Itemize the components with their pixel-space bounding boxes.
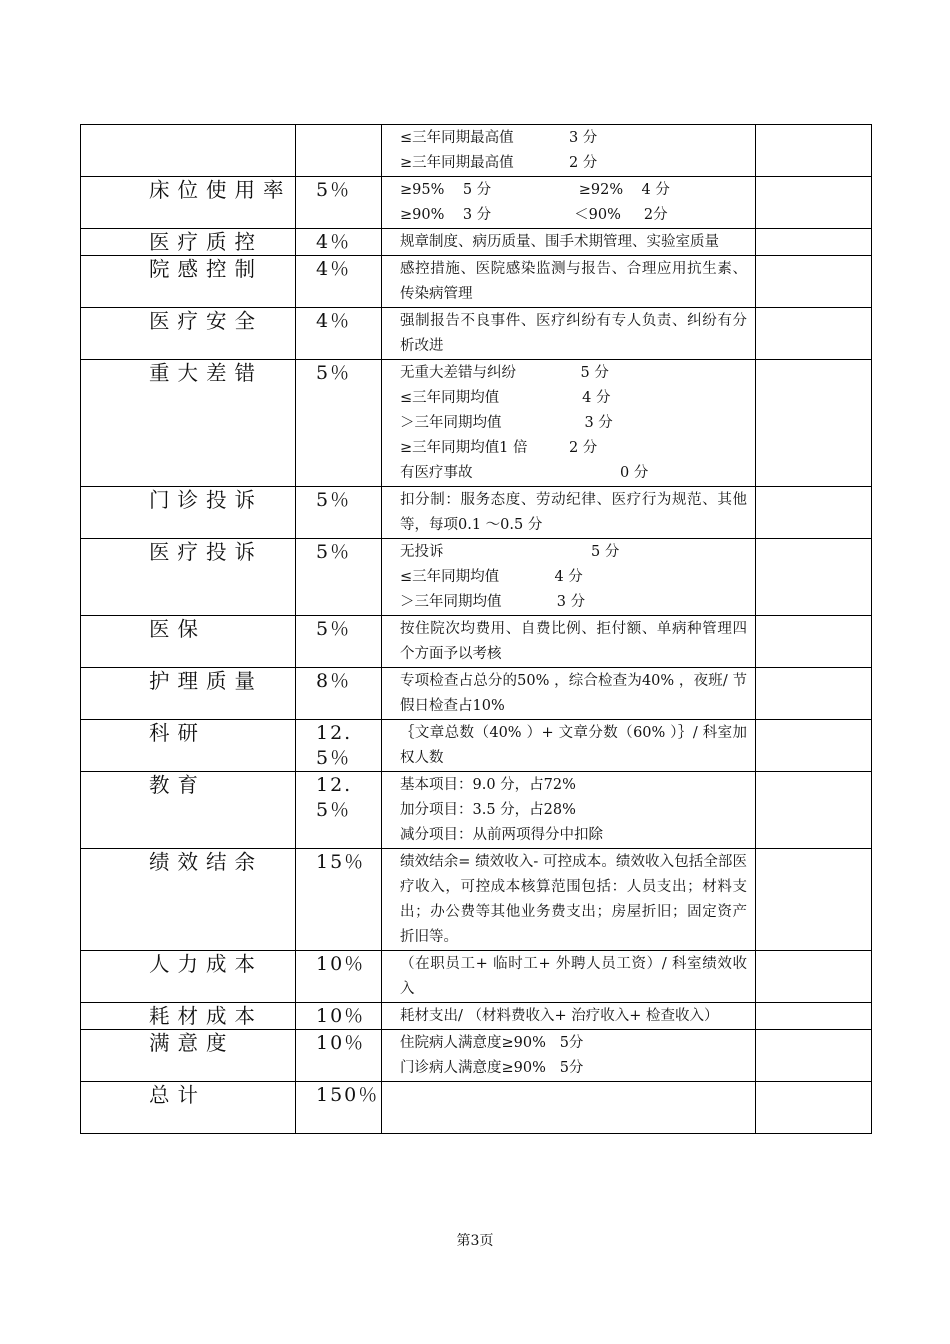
standard-line: ≥三年同期最高值 2 分 xyxy=(400,155,598,171)
standard-text: ｛文章总数（40% ）+ 文章分数（60% ）｝/ 科室加权人数 xyxy=(400,725,747,766)
blank-cell xyxy=(756,951,872,1003)
indicator-weight: 5％ xyxy=(296,539,382,616)
indicator-name: 医疗投诉 xyxy=(81,539,296,616)
blank-cell xyxy=(756,360,872,487)
indicator-name: 教育 xyxy=(81,772,296,849)
indicator-name: 耗材成本 xyxy=(81,1003,296,1030)
table-row xyxy=(81,772,872,849)
scoring-standard xyxy=(382,539,756,616)
indicator-name: 护理质量 xyxy=(81,668,296,720)
indicator-name: 院感控制 xyxy=(81,256,296,308)
table-row xyxy=(81,720,872,772)
indicator-name xyxy=(81,125,296,177)
indicator-name: 满意度 xyxy=(81,1030,296,1082)
indicator-weight: 12.5％ xyxy=(296,772,382,849)
table-row xyxy=(81,177,872,229)
scoring-table xyxy=(80,124,872,1134)
indicator-weight: 5％ xyxy=(296,177,382,229)
blank-cell xyxy=(756,849,872,951)
scoring-standard xyxy=(382,487,756,539)
standard-line: ≤三年同期均值 4 分 xyxy=(400,390,611,406)
scoring-standard xyxy=(382,1003,756,1030)
scoring-standard xyxy=(382,177,756,229)
scoring-standard xyxy=(382,772,756,849)
standard-line: 有医疗事故 0 分 xyxy=(400,465,649,481)
scoring-standard xyxy=(382,951,756,1003)
indicator-weight: 4％ xyxy=(296,308,382,360)
standard-text: 按住院次均费用、自费比例、拒付额、单病种管理四个方面予以考核 xyxy=(400,621,747,662)
blank-cell xyxy=(756,177,872,229)
standard-line: ≥三年同期均值1 倍 2 分 xyxy=(400,440,598,456)
standard-text: 强制报告不良事件、医疗纠纷有专人负责、纠纷有分析改进 xyxy=(400,313,747,354)
scoring-standard xyxy=(382,308,756,360)
scoring-standard xyxy=(382,849,756,951)
indicator-name: 床位使用率 xyxy=(81,177,296,229)
indicator-name: 医疗安全 xyxy=(81,308,296,360)
table-row xyxy=(81,308,872,360)
indicator-weight: 15％ xyxy=(296,849,382,951)
table-row xyxy=(81,229,872,256)
table-row xyxy=(81,539,872,616)
standard-line: ≤三年同期最高值 3 分 xyxy=(400,130,598,146)
blank-cell xyxy=(756,256,872,308)
indicator-name: 总计 xyxy=(81,1082,296,1134)
scoring-standard xyxy=(382,125,756,177)
indicator-name: 医保 xyxy=(81,616,296,668)
standard-text: 感控措施、医院感染监测与报告、合理应用抗生素、传染病管理 xyxy=(400,261,747,302)
standard-line: 加分项目：3.5 分，占28% xyxy=(400,802,576,818)
standard-line: 住院病人满意度≥90% 5分 xyxy=(400,1035,584,1051)
table-row xyxy=(81,125,872,177)
standard-line: ≥95% 5 分 ≥92% 4 分 xyxy=(400,182,670,198)
standard-text: 规章制度、病历质量、围手术期管理、实验室质量 xyxy=(400,234,719,250)
indicator-weight: 4％ xyxy=(296,256,382,308)
blank-cell xyxy=(756,772,872,849)
standard-line: ＞三年同期均值 3 分 xyxy=(400,415,613,431)
blank-cell xyxy=(756,1082,872,1134)
indicator-weight: 10％ xyxy=(296,951,382,1003)
scoring-standard xyxy=(382,668,756,720)
indicator-weight: 5％ xyxy=(296,487,382,539)
standard-text: 专项检查占总分的50% ，综合检查为40% ，夜班/ 节假日检查占10% xyxy=(400,673,747,714)
table-row xyxy=(81,849,872,951)
page-number: 第3页 xyxy=(456,1233,494,1249)
standard-line: 无重大差错与纠纷 5 分 xyxy=(400,365,609,381)
indicator-name: 门诊投诉 xyxy=(81,487,296,539)
table-row xyxy=(81,951,872,1003)
standard-line: ≤三年同期均值 4 分 xyxy=(400,569,583,585)
blank-cell xyxy=(756,1030,872,1082)
indicator-weight: 10％ xyxy=(296,1003,382,1030)
indicator-weight: 5％ xyxy=(296,360,382,487)
indicator-weight: 12.5％ xyxy=(296,720,382,772)
indicator-weight xyxy=(296,125,382,177)
indicator-name: 重大差错 xyxy=(81,360,296,487)
blank-cell xyxy=(756,487,872,539)
table-row xyxy=(81,487,872,539)
standard-line: 门诊病人满意度≥90% 5分 xyxy=(400,1060,584,1076)
table-row xyxy=(81,616,872,668)
table-row xyxy=(81,668,872,720)
scoring-standard xyxy=(382,616,756,668)
standard-text: （在职员工+ 临时工+ 外聘人员工资）/ 科室绩效收入 xyxy=(400,956,747,997)
indicator-name: 科研 xyxy=(81,720,296,772)
table-row xyxy=(81,1030,872,1082)
standard-line: 基本项目：9.0 分，占72% xyxy=(400,777,576,793)
standard-line: 无投诉 5 分 xyxy=(400,544,620,560)
scoring-standard xyxy=(382,360,756,487)
blank-cell xyxy=(756,1003,872,1030)
blank-cell xyxy=(756,616,872,668)
blank-cell xyxy=(756,229,872,256)
indicator-name: 医疗质控 xyxy=(81,229,296,256)
standard-line: ≥90% 3 分 ＜90% 2分 xyxy=(400,207,668,223)
table-row xyxy=(81,360,872,487)
standard-text: 扣分制：服务态度、劳动纪律、医疗行为规范、其他等，每项0.1 ～0.5 分 xyxy=(400,492,747,533)
blank-cell xyxy=(756,125,872,177)
indicator-weight: 8％ xyxy=(296,668,382,720)
standard-line: 减分项目：从前两项得分中扣除 xyxy=(400,827,603,843)
scoring-standard xyxy=(382,1082,756,1134)
indicator-name: 绩效结余 xyxy=(81,849,296,951)
standard-text: 耗材支出/ （材料费收入+ 治疗收入+ 检查收入） xyxy=(400,1008,719,1024)
indicator-weight: 4％ xyxy=(296,229,382,256)
indicator-weight: 150％ xyxy=(296,1082,382,1134)
scoring-table-body xyxy=(81,125,872,1134)
blank-cell xyxy=(756,668,872,720)
scoring-standard xyxy=(382,720,756,772)
scoring-standard xyxy=(382,256,756,308)
blank-cell xyxy=(756,720,872,772)
indicator-weight: 5％ xyxy=(296,616,382,668)
blank-cell xyxy=(756,539,872,616)
table-row xyxy=(81,1003,872,1030)
indicator-name: 人力成本 xyxy=(81,951,296,1003)
scoring-standard xyxy=(382,229,756,256)
table-row xyxy=(81,256,872,308)
indicator-weight: 10％ xyxy=(296,1030,382,1082)
table-row xyxy=(81,1082,872,1134)
standard-line: ＞三年同期均值 3 分 xyxy=(400,594,586,610)
blank-cell xyxy=(756,308,872,360)
standard-text: 绩效结余= 绩效收入- 可控成本。绩效收入包括全部医疗收入，可控成本核算范围包括：人员支出；材料支出；办公费等其他业务费支出；房屋折旧；固定资产折旧等。 xyxy=(400,854,747,945)
scoring-standard xyxy=(382,1030,756,1082)
